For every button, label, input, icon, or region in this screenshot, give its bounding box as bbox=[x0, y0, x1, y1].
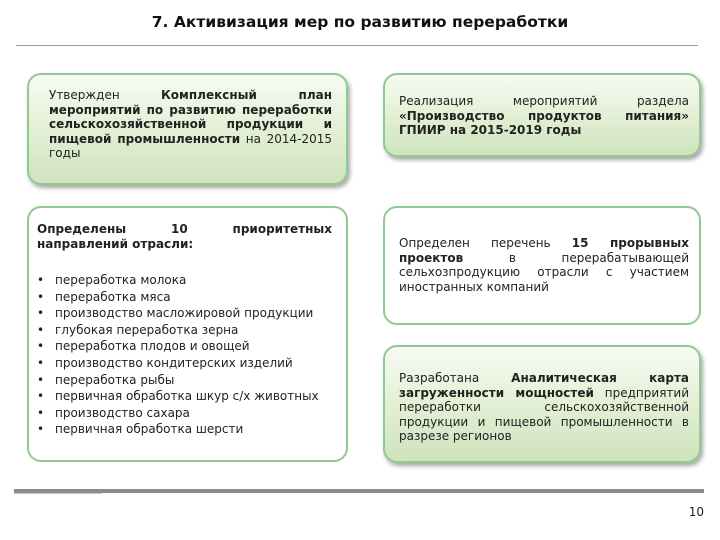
plan-text-name: Комплексный план мероприятий по развитию переработки сельскохозяйственной продукции и пищевой промышленности bbox=[49, 88, 332, 146]
list-item: • переработка мяса bbox=[37, 289, 332, 306]
slide-title: 7. Активизация мер по развитию переработки bbox=[151, 13, 569, 31]
footer-divider bbox=[14, 489, 704, 493]
projects-text-intro: Определен перечень bbox=[399, 236, 572, 250]
directions-heading: Определены 10 приоритетных направлений отрасли: bbox=[37, 222, 332, 251]
page-number: 10 bbox=[688, 505, 704, 519]
program-text-intro: Реализация мероприятий раздела bbox=[399, 94, 689, 108]
list-item: • глубокая переработка зерна bbox=[37, 322, 332, 339]
list-item: • производство кондитерских изделий bbox=[37, 355, 332, 372]
title-divider bbox=[16, 45, 698, 46]
list-item: • первичная обработка шерсти bbox=[37, 421, 332, 438]
projects-text-rest: в перерабатывающей сельхозпродукцию отрасли с участием иностранных компаний bbox=[399, 250, 689, 294]
list-item: • производство сахара bbox=[37, 405, 332, 422]
map-box bbox=[383, 345, 701, 463]
projects-text-count: 15 прорывных проектов bbox=[399, 236, 690, 265]
list-item: • переработка рыбы bbox=[37, 372, 332, 389]
footer-accent bbox=[14, 493, 102, 494]
program-box bbox=[383, 73, 701, 157]
plan-box bbox=[27, 73, 348, 185]
list-item: • переработка плодов и овощей bbox=[37, 338, 332, 355]
program-text-name: «Производство продуктов питания» ГПИИР на 2015-2019 годы bbox=[399, 108, 689, 137]
projects-box bbox=[383, 206, 701, 325]
directions-list bbox=[37, 272, 332, 438]
directions-box bbox=[27, 206, 348, 462]
list-item: • первичная обработка шкур с/х животных bbox=[37, 388, 332, 405]
plan-text-period: на 2014-2015 годы bbox=[49, 131, 332, 160]
map-text-intro: Разработана bbox=[399, 371, 512, 385]
map-text-name: Аналитическая карта загруженности мощностей bbox=[399, 371, 689, 400]
map-text-rest: предприятий переработки сельскохозяйственной продукции и пищевой промышленности в разрезе регионов bbox=[399, 385, 689, 443]
plan-text-intro: Утвержден bbox=[49, 88, 161, 102]
list-item: • производство масложировой продукции bbox=[37, 305, 332, 322]
list-item: • переработка молока bbox=[37, 272, 332, 289]
